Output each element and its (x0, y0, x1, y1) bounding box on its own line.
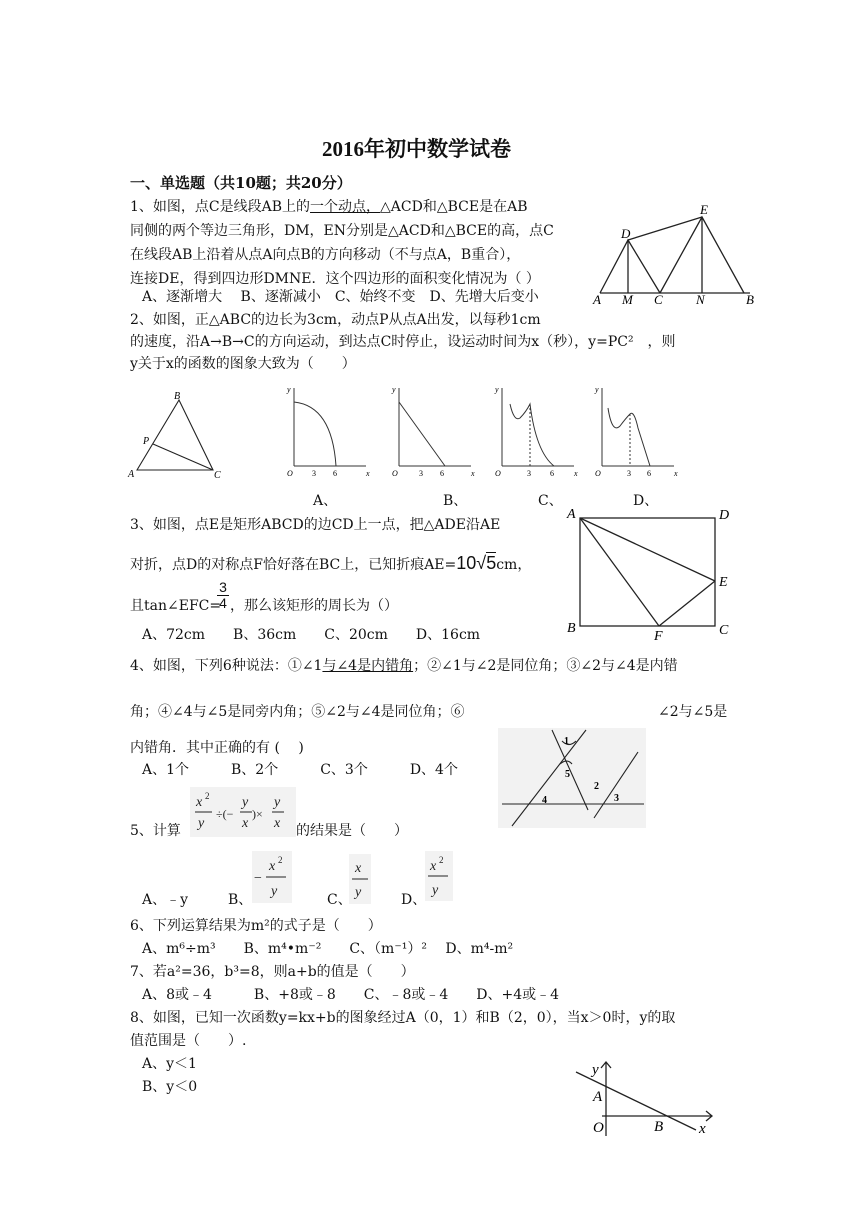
q4-line-3: 内错角．其中正确的有 ( ) (130, 740, 304, 756)
q1-label-D: D (621, 226, 631, 241)
svg-text:y: y (355, 885, 362, 900)
q2d-t3: 3 (627, 469, 631, 478)
q3-label-E: E (719, 575, 728, 590)
q1-label-N: N (696, 292, 705, 307)
svg-text:x: x (355, 861, 362, 876)
q1-label-B: B (746, 292, 754, 307)
q2a-t6: 6 (333, 469, 337, 478)
q1-label-A: A (593, 292, 601, 307)
q1-figure (588, 198, 760, 310)
q2b-y: y (392, 385, 396, 394)
q4-label-2: 2 (594, 781, 599, 792)
q5-suffix: 的结果是（ ） (296, 823, 408, 839)
q5-option-b: B、 (228, 892, 253, 908)
q8-option-a: A、y＜1 (142, 1056, 197, 1072)
page-title: 2016年初中数学试卷 (322, 137, 511, 161)
svg-text:x: x (269, 859, 276, 874)
q1-line-4: 连接DE，得到四边形DMNE．这个四边形的面积变化情况为（ ） (130, 271, 540, 287)
q7-stem: 7、若a²=36，b³=8，则a+b的值是（ ） (130, 964, 415, 980)
q2-triangle-figure (125, 388, 225, 480)
q2-graph-c (490, 382, 580, 482)
q8-line-1: 8、如图，已知一次函数y=kx+b的图象经过A（0，1）和B（2，0），当x＞0时，y的取 (130, 1010, 676, 1026)
q6-stem: 6、下列运算结果为m²的式子是（ ） (130, 918, 382, 934)
q8-label-y: y (592, 1062, 599, 1078)
svg-text:y: y (271, 884, 278, 899)
svg-text:y: y (274, 795, 281, 810)
q2-choice-d: D、 (633, 493, 659, 509)
q4-line-1 (130, 655, 678, 677)
q5-option-b-expr (252, 851, 292, 903)
svg-text:x: x (274, 816, 281, 831)
q2-line-1: 2、如图，正△ABC的边长为3cm，动点P从点A出发，以每秒1cm (130, 312, 541, 328)
q8-figure (572, 1058, 720, 1138)
q2d-t6: 6 (647, 469, 651, 478)
q6-options: A、m⁶÷m³ B、m⁴•m⁻² C、（m⁻¹）² D、m⁴-m² (142, 941, 514, 957)
q1-text-a: 1、如图，点C是线段AB上的 (130, 199, 311, 215)
q8-option-b: B、y＜0 (142, 1079, 198, 1095)
q4-label-5: 5 (565, 769, 570, 780)
svg-text:−: − (254, 871, 262, 886)
q5-prefix: 5、计算 (130, 823, 181, 839)
q1-line-2: 同侧的两个等边三角形，DM，EN分别是△ACD和△BCE的高，点C (130, 223, 554, 239)
q1-label-M: M (622, 292, 633, 307)
q8-label-B: B (654, 1119, 664, 1135)
q2c-o: O (495, 469, 501, 478)
q5-option-d: D、 (401, 892, 427, 908)
q2b-t6: 6 (440, 469, 444, 478)
q2d-x: x (674, 469, 678, 478)
q2-label-A: A (128, 469, 135, 480)
q2-line-3: y关于x的函数的图象大致为（ ） (130, 356, 356, 372)
q3-line-2 (130, 552, 531, 576)
q3-radical: 10√5 (456, 553, 497, 573)
svg-text:x: x (430, 859, 437, 874)
q3-line-3b: ，那么该矩形的周长为（） (230, 598, 398, 614)
q2-graph-b (387, 382, 477, 482)
svg-text:y: y (198, 816, 205, 831)
q1-underlined: 一个动点， (310, 199, 381, 215)
q3-label-F: F (654, 629, 663, 642)
q3-figure (562, 504, 742, 642)
q3-radical-coef: 10 (456, 553, 477, 573)
q2a-t3: 3 (312, 469, 316, 478)
q3-line-3-text: 且tan∠EFC= (130, 598, 222, 614)
q4-label-4: 4 (542, 795, 547, 806)
q3-radical-value: 5 (486, 553, 497, 573)
q7-options: A、8或﹣4 B、+8或﹣8 C、﹣8或﹣4 D、+4或﹣4 (142, 987, 560, 1003)
q3-label-A: A (567, 507, 576, 522)
q3-label-D: D (719, 508, 730, 523)
q4-line-2b: ∠2与∠5是 (658, 704, 728, 720)
q2-line-2: 的速度，沿A→B→C的方向运动，到达点C时停止，设运动时间为x（秒），y=PC² ，则 (130, 334, 676, 350)
svg-text:÷(−: ÷(− (216, 807, 234, 821)
q3-line-3 (130, 595, 221, 617)
q5-expression (190, 787, 296, 837)
svg-text:2: 2 (278, 855, 283, 865)
svg-text:x: x (242, 816, 249, 831)
q2c-t6: 6 (550, 469, 554, 478)
svg-text:2: 2 (439, 855, 444, 865)
q2c-t3: 3 (527, 469, 531, 478)
q4-options: A、1个 B、2个 C、3个 D、4个 (142, 762, 458, 778)
q2a-y: y (287, 385, 291, 394)
q4-label-1: 1 (564, 736, 569, 747)
q3-line-1: 3、如图，点E是矩形ABCD的边CD上一点，把△ADE沿AE (130, 517, 501, 533)
q4-underlined: 与∠4是内错角 (322, 658, 414, 674)
q3-line-2-text: 对折，点D的对称点F恰好落在BC上，已知折痕AE= (130, 557, 457, 573)
q1-text-b: △ACD和△BCE是在AB (380, 199, 528, 215)
q1-options: A、逐渐增大 B、逐渐减小 C、始终不变 D、先增大后变小 (142, 289, 539, 305)
section-heading: 一、单选题（共10题；共20分） (130, 174, 352, 192)
q2-graph-d (590, 382, 680, 482)
q8-label-O: O (593, 1120, 604, 1136)
q2a-x: x (366, 469, 370, 478)
q5-option-c-expr (349, 854, 371, 904)
q3-label-B: B (567, 621, 576, 636)
q2d-y: y (595, 385, 599, 394)
q3-fraction (217, 580, 229, 611)
q2-choice-a: A、 (313, 493, 338, 509)
q2c-y: y (495, 385, 499, 394)
q3-line-2-unit: cm， (496, 557, 532, 573)
q2-label-C: C (214, 470, 221, 480)
q8-label-A: A (593, 1089, 603, 1105)
q2-label-B: B (174, 391, 181, 402)
q2-choice-c: C、 (538, 493, 563, 509)
svg-text:2: 2 (205, 791, 210, 801)
q1-label-C: C (654, 292, 663, 307)
q2c-x: x (574, 469, 578, 478)
svg-text:y: y (242, 795, 249, 810)
q1-line-1 (130, 196, 528, 218)
q3-frac-den: 4 (219, 595, 227, 611)
q4-line-2: 角；④∠4与∠5是同旁内角；⑤∠2与∠4是同位角；⑥ (130, 704, 465, 720)
q4-label-3: 3 (614, 793, 619, 804)
q2a-o: O (287, 469, 293, 478)
q8-label-x: x (699, 1121, 706, 1137)
q2-graph-a (282, 382, 372, 482)
q2b-o: O (392, 469, 398, 478)
q2-choice-b: B、 (443, 493, 468, 509)
q5-option-c: C、 (327, 892, 352, 908)
q4-text-b: ；②∠1与∠2是同位角；③∠2与∠4是内错 (413, 658, 678, 674)
q2d-o: O (595, 469, 601, 478)
q3-frac-num: 3 (217, 580, 229, 596)
q2b-t3: 3 (419, 469, 423, 478)
q4-text-a: 4、如图，下列6种说法：①∠1 (130, 658, 323, 674)
q2b-x: x (471, 469, 475, 478)
svg-text:x: x (196, 795, 203, 810)
q5-option-d-expr (425, 851, 453, 901)
svg-text:y: y (432, 883, 439, 898)
q1-label-E: E (700, 202, 708, 217)
q3-label-C: C (719, 623, 729, 638)
q4-figure (498, 728, 646, 828)
q5-option-a: A、﹣y (142, 892, 189, 908)
svg-text:)×: )× (252, 807, 263, 821)
q1-line-3: 在线段AB上沿着从点A向点B的方向移动（不与点A，B重合）， (130, 247, 521, 263)
q3-options: A、72cm B、36cm C、20cm D、16cm (142, 627, 481, 643)
q8-line-2: 值范围是（ ）. (130, 1033, 247, 1049)
q2-label-P: P (143, 436, 150, 447)
